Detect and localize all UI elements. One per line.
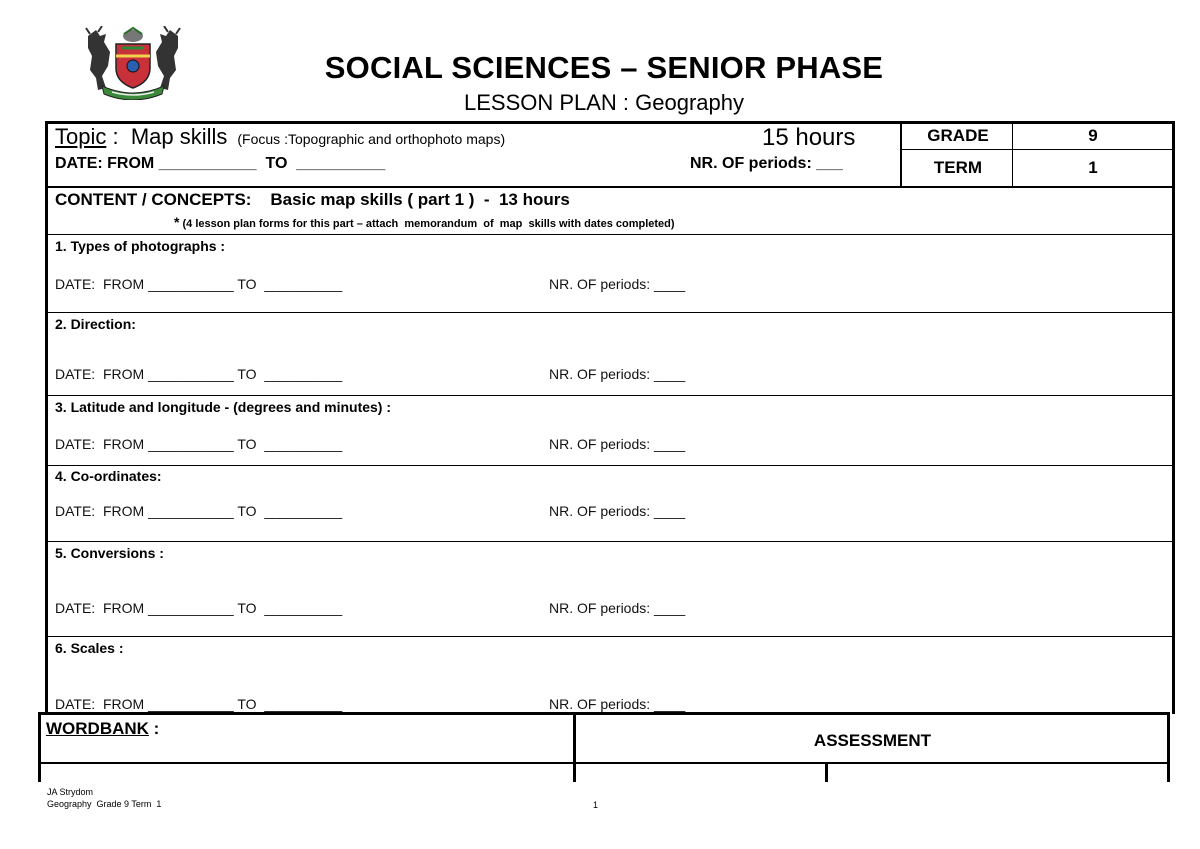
- topic-line: [55, 124, 505, 150]
- topic-focus: (Focus :Topographic and orthophoto maps): [237, 131, 506, 147]
- section-title: 6. Scales :: [55, 640, 124, 656]
- section-divider: [45, 312, 1175, 313]
- topic-date-field: DATE: FROM ___________ TO __________: [55, 155, 386, 172]
- term-label: TERM: [933, 158, 983, 177]
- content-note: [174, 214, 675, 230]
- section-divider: [45, 465, 1175, 466]
- topic-row-bottom-border: [45, 186, 1175, 188]
- section-date-field: DATE: FROM ___________ TO __________: [55, 600, 343, 616]
- section-periods-field: NR. OF periods: ____: [549, 436, 686, 452]
- content-title: CONTENT / CONCEPTS: Basic map skills ( part 1 ) - 13 hours: [55, 190, 570, 209]
- page-subtitle: LESSON PLAN : Geography: [463, 90, 745, 115]
- section-divider: [45, 541, 1175, 542]
- section-date-field: DATE: FROM ___________ TO __________: [55, 366, 343, 382]
- form-left-border: [45, 121, 48, 714]
- topic-label: Topic: [55, 124, 107, 149]
- assessment-label: ASSESSMENT: [813, 731, 932, 750]
- wordbank-label-suffix: :: [148, 719, 160, 738]
- wordbank-label-text: WORDBANK: [46, 719, 149, 738]
- section-title: 1. Types of photographs :: [55, 238, 226, 254]
- grade-value: 9: [1088, 126, 1098, 145]
- topic-separator: :: [106, 124, 131, 149]
- section-periods-field: NR. OF periods: ____: [549, 600, 686, 616]
- section-divider: [45, 636, 1175, 637]
- section-date-field: DATE: FROM ___________ TO __________: [55, 436, 343, 452]
- content-row-bottom-border: [45, 234, 1175, 235]
- grade-grid-divider-left: [900, 121, 902, 187]
- wordbank-row-divider: [38, 762, 1170, 764]
- content-note-star: *: [174, 214, 180, 230]
- wordbank-label: [46, 719, 159, 739]
- section-date-field: DATE: FROM ___________ TO __________: [55, 503, 343, 519]
- section-divider: [45, 395, 1175, 396]
- footer-author: JA Strydom: [47, 787, 94, 797]
- footer-document: Geography Grade 9 Term 1: [47, 799, 162, 809]
- section-title: 3. Latitude and longitude - (degrees and minutes) :: [55, 399, 392, 415]
- form-right-border: [1172, 121, 1175, 714]
- content-note-text: (4 lesson plan forms for this part – attach memorandum of map skills with dates completed): [179, 218, 675, 230]
- section-date-field: DATE: FROM ___________ TO __________: [55, 696, 343, 712]
- term-value: 1: [1088, 158, 1098, 177]
- grade-grid-divider-middle: [1012, 121, 1013, 187]
- topic-periods-field: NR. OF periods: ___: [690, 155, 843, 172]
- section-title: 5. Conversions :: [55, 545, 164, 561]
- section-periods-field: NR. OF periods: ____: [549, 503, 686, 519]
- section-title: 4. Co-ordinates:: [55, 468, 162, 484]
- topic-hours: 15 hours: [762, 124, 856, 151]
- assessment-column-divider: [825, 762, 828, 782]
- section-title: 2. Direction:: [55, 316, 136, 332]
- page-title: SOCIAL SCIENCES – SENIOR PHASE: [324, 50, 884, 85]
- grade-term-divider: [900, 149, 1172, 150]
- footer-page-number: 1: [593, 800, 599, 810]
- section-date-field: DATE: FROM ___________ TO __________: [55, 276, 343, 292]
- topic-value: Map skills: [130, 124, 228, 149]
- grade-label: GRADE: [927, 126, 989, 145]
- coat-of-arms-icon: [82, 26, 184, 100]
- section-periods-field: NR. OF periods: ____: [549, 276, 686, 292]
- section-periods-field: NR. OF periods: ____: [549, 366, 686, 382]
- section-periods-field: NR. OF periods: ____: [549, 696, 686, 712]
